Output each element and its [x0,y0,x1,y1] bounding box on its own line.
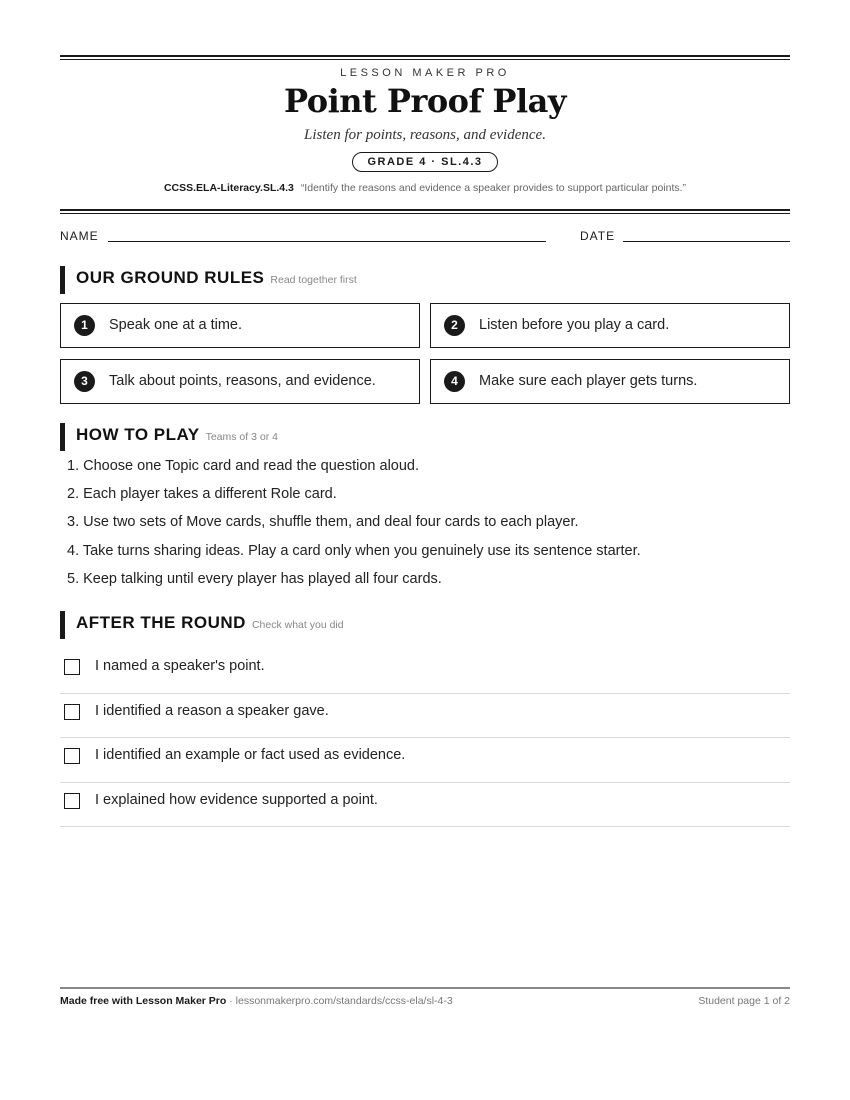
ground-rules-title [76,268,357,288]
checkbox[interactable] [64,659,80,675]
standard-line [60,182,790,194]
name-label: NAME [60,229,99,243]
after-round-title [76,613,344,633]
ground-rule-card [60,303,420,348]
footer-rule [60,987,790,989]
after-round-header [60,611,790,639]
section-marker [60,611,65,639]
grade-badge: GRADE 4 · SL.4.3 [352,152,497,172]
how-to-play-title [76,425,278,445]
step-item: 5. Keep talking until every player has played all four cards. [67,570,442,587]
footer-page-number: Student page 1 of 2 [698,995,790,1007]
date-label: DATE [580,229,616,243]
footer-credit [60,995,453,1007]
how-to-play-title-text: HOW TO PLAY [76,425,200,444]
checklist-item [60,694,790,739]
rule-text: Speak one at a time. [109,317,242,333]
grade-badge-wrap [60,152,790,172]
ground-rule-card [430,359,790,404]
checkbox[interactable] [64,793,80,809]
worksheet-subtitle: Listen for points, reasons, and evidence. [304,127,546,143]
ground-rules-note: Read together first [270,274,357,286]
how-to-play-note: Teams of 3 or 4 [205,431,278,443]
how-to-play-section [60,423,790,598]
brand-name: LESSON MAKER PRO [340,67,510,79]
worksheet-page [60,0,790,1100]
name-field[interactable] [108,241,546,242]
how-to-play-header [60,423,790,451]
step-item: 2. Each player takes a different Role card. [67,486,337,503]
section-marker [60,423,65,451]
section-marker [60,266,65,294]
header-top-rule [60,55,790,60]
how-to-play-steps [67,458,787,599]
step-item: 4. Take turns sharing ideas. Play a card only when you genuinely use its sentence starter. [67,542,641,559]
after-round-note: Check what you did [251,619,344,631]
checkbox[interactable] [64,704,80,720]
after-round-title-text: AFTER THE ROUND [76,613,246,632]
date-field[interactable] [623,241,790,242]
ground-rules-title-text: OUR GROUND RULES [76,268,265,287]
checklist-item [60,649,790,694]
checklist-item [60,738,790,783]
ground-rules-section [60,266,790,406]
checklist-text: I identified a reason a speaker gave. [95,702,329,719]
standard-code: CCSS.ELA-Literacy.SL.4.3 [163,182,294,194]
rule-number-badge: 2 [444,315,465,336]
rule-text: Make sure each player gets turns. [479,373,698,389]
step-item: 3. Use two sets of Move cards, shuffle them, and deal four cards to each player. [67,514,579,531]
rule-text: Talk about points, reasons, and evidence. [109,373,376,389]
footer-made-with: Made free with Lesson Maker Pro [60,995,227,1007]
after-round-checklist [60,649,790,827]
checklist-text: I explained how evidence supported a point. [95,791,378,808]
footer-url[interactable]: · lessonmakerpro.com/standards/ccss-ela/sl-4-3 [226,995,453,1007]
rule-number-badge: 4 [444,371,465,392]
standard-text: “Identify the reasons and evidence a speaker provides to support particular points.” [300,182,687,194]
rule-text: Listen before you play a card. [479,317,670,333]
checklist-item [60,783,790,828]
ground-rule-card [430,303,790,348]
rule-number-badge: 3 [74,371,95,392]
checklist-text: I named a speaker's point. [95,658,265,674]
ground-rule-card [60,359,420,404]
rule-number-badge: 1 [74,315,95,336]
checkbox[interactable] [64,748,80,764]
ground-rules-header [60,266,790,294]
step-item: 1. Choose one Topic card and read the question aloud. [67,458,420,474]
name-date-row [60,229,790,245]
checklist-text: I identified an example or fact used as evidence. [95,747,406,763]
header-bottom-rule [60,209,790,214]
worksheet-title: Point Proof Play [284,82,566,120]
after-round-section [60,611,790,826]
